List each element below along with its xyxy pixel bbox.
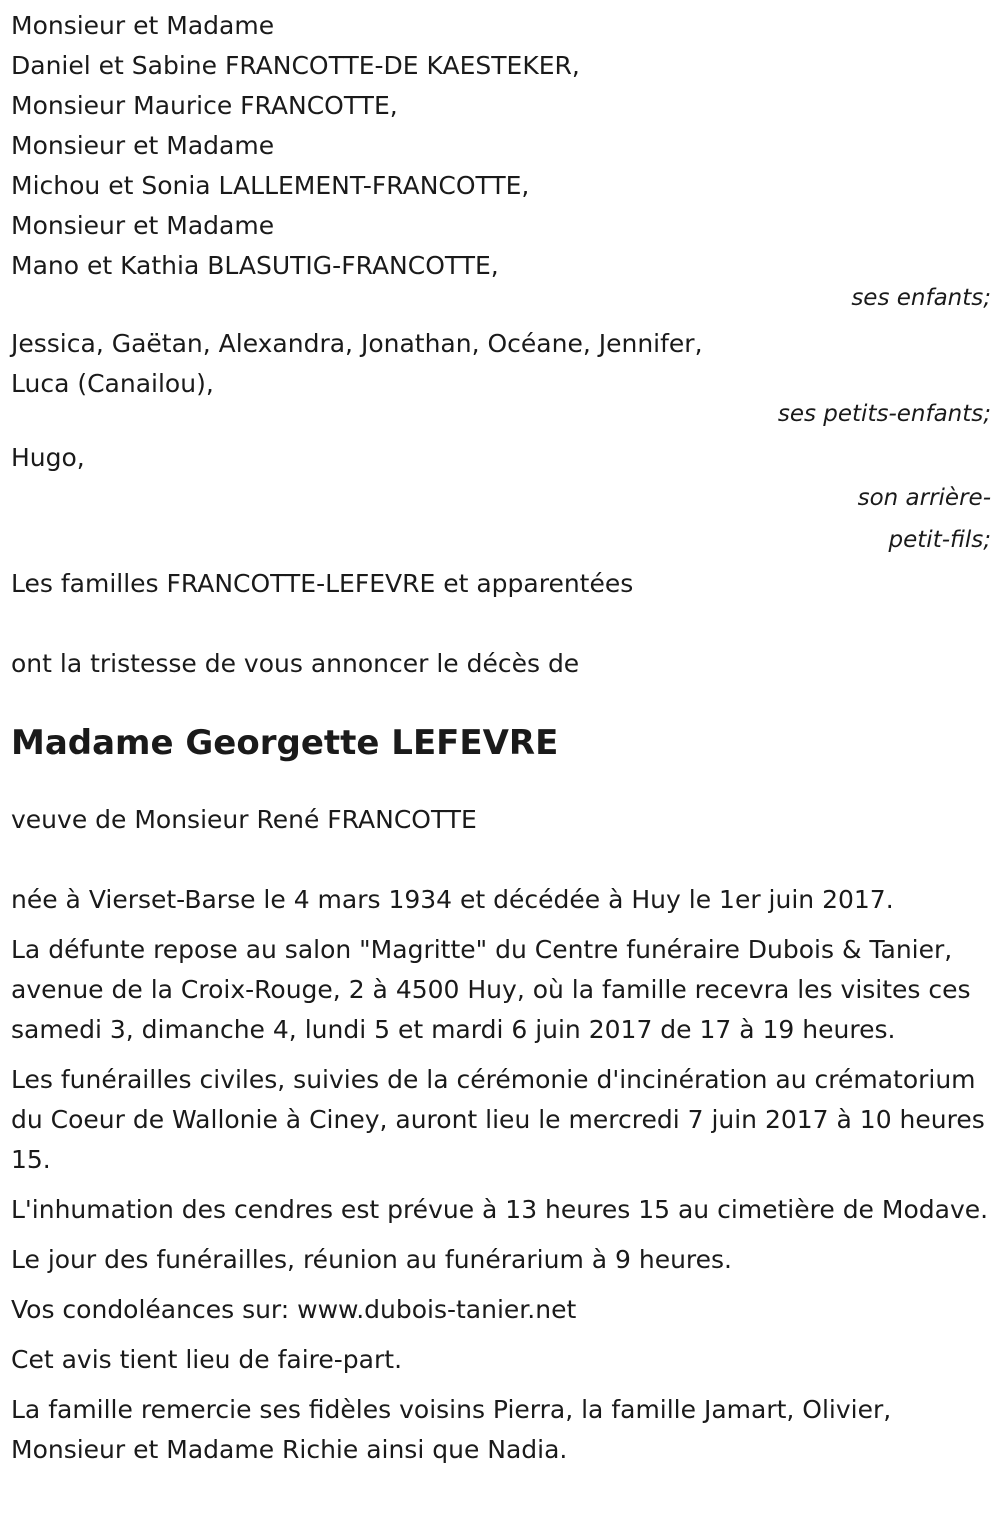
children-line: Daniel et Sabine FRANCOTTE-DE KAESTEKER, [11, 51, 580, 80]
greatgrandchild-block [11, 438, 991, 560]
birth-death-paragraph: née à Vierset-Barse le 4 mars 1934 et décédée à Huy le 1er juin 2017. [11, 885, 894, 914]
grandchildren-block [11, 324, 991, 428]
children-line: Mano et Kathia BLASUTIG-FRANCOTTE, [11, 251, 499, 280]
children-line: Monsieur Maurice FRANCOTTE, [11, 91, 398, 120]
repose-paragraph: La défunte repose au salon "Magritte" du Centre funéraire Dubois & Tanier, avenue de la Croix-Rouge, 2 à 4500 Huy, où la famille recevra les visites ces samedi 3, dimanche 4, lundi 5 et mardi 6 juin 2017 de 17 à 19 heures. [11, 935, 971, 1044]
families-line: Les familles FRANCOTTE-LEFEVRE et apparentées [11, 569, 634, 598]
greatgrandchild-label-line-2: petit-fils; [888, 527, 991, 553]
children-line: Monsieur et Madame [11, 211, 275, 240]
greatgrandchild-label-line-1: son arrière- [857, 485, 991, 511]
details-block [11, 880, 991, 1470]
funeral-paragraph: Les funérailles civiles, suivies de la cérémonie d'incinération au crématorium du Coeur de Wallonie à Ciney, auront lieu le mercredi 7 juin 2017 à 10 heures 15. [11, 1065, 985, 1174]
condolences-paragraph: Vos condoléances sur: www.dubois-tanier.net [11, 1295, 577, 1324]
widow-of-line: veuve de Monsieur René FRANCOTTE [11, 805, 477, 834]
children-line: Michou et Sonia LALLEMENT-FRANCOTTE, [11, 171, 530, 200]
obituary-notice [11, 6, 991, 1480]
meeting-paragraph: Le jour des funérailles, réunion au funérarium à 9 heures. [11, 1245, 733, 1274]
greatgrandchild-line: Hugo, [11, 443, 85, 472]
children-line: Monsieur et Madame [11, 11, 275, 40]
grandchildren-label: ses petits-enfants; [777, 401, 991, 427]
announcement-text: ont la tristesse de vous annoncer le décès de [11, 649, 580, 678]
children-block [11, 6, 991, 314]
deceased-name: Madame Georgette LEFEVRE [11, 723, 559, 763]
grandchildren-line: Jessica, Gaëtan, Alexandra, Jonathan, Océane, Jennifer, [11, 329, 703, 358]
inhumation-paragraph: L'inhumation des cendres est prévue à 13 heures 15 au cimetière de Modave. [11, 1195, 989, 1224]
notice-paragraph: Cet avis tient lieu de faire-part. [11, 1345, 403, 1374]
children-line: Monsieur et Madame [11, 131, 275, 160]
thanks-paragraph: La famille remercie ses fidèles voisins Pierra, la famille Jamart, Olivier, Monsieur et Madame Richie ainsi que Nadia. [11, 1395, 892, 1464]
children-label: ses enfants; [851, 285, 991, 311]
grandchildren-line: Luca (Canailou), [11, 369, 214, 398]
